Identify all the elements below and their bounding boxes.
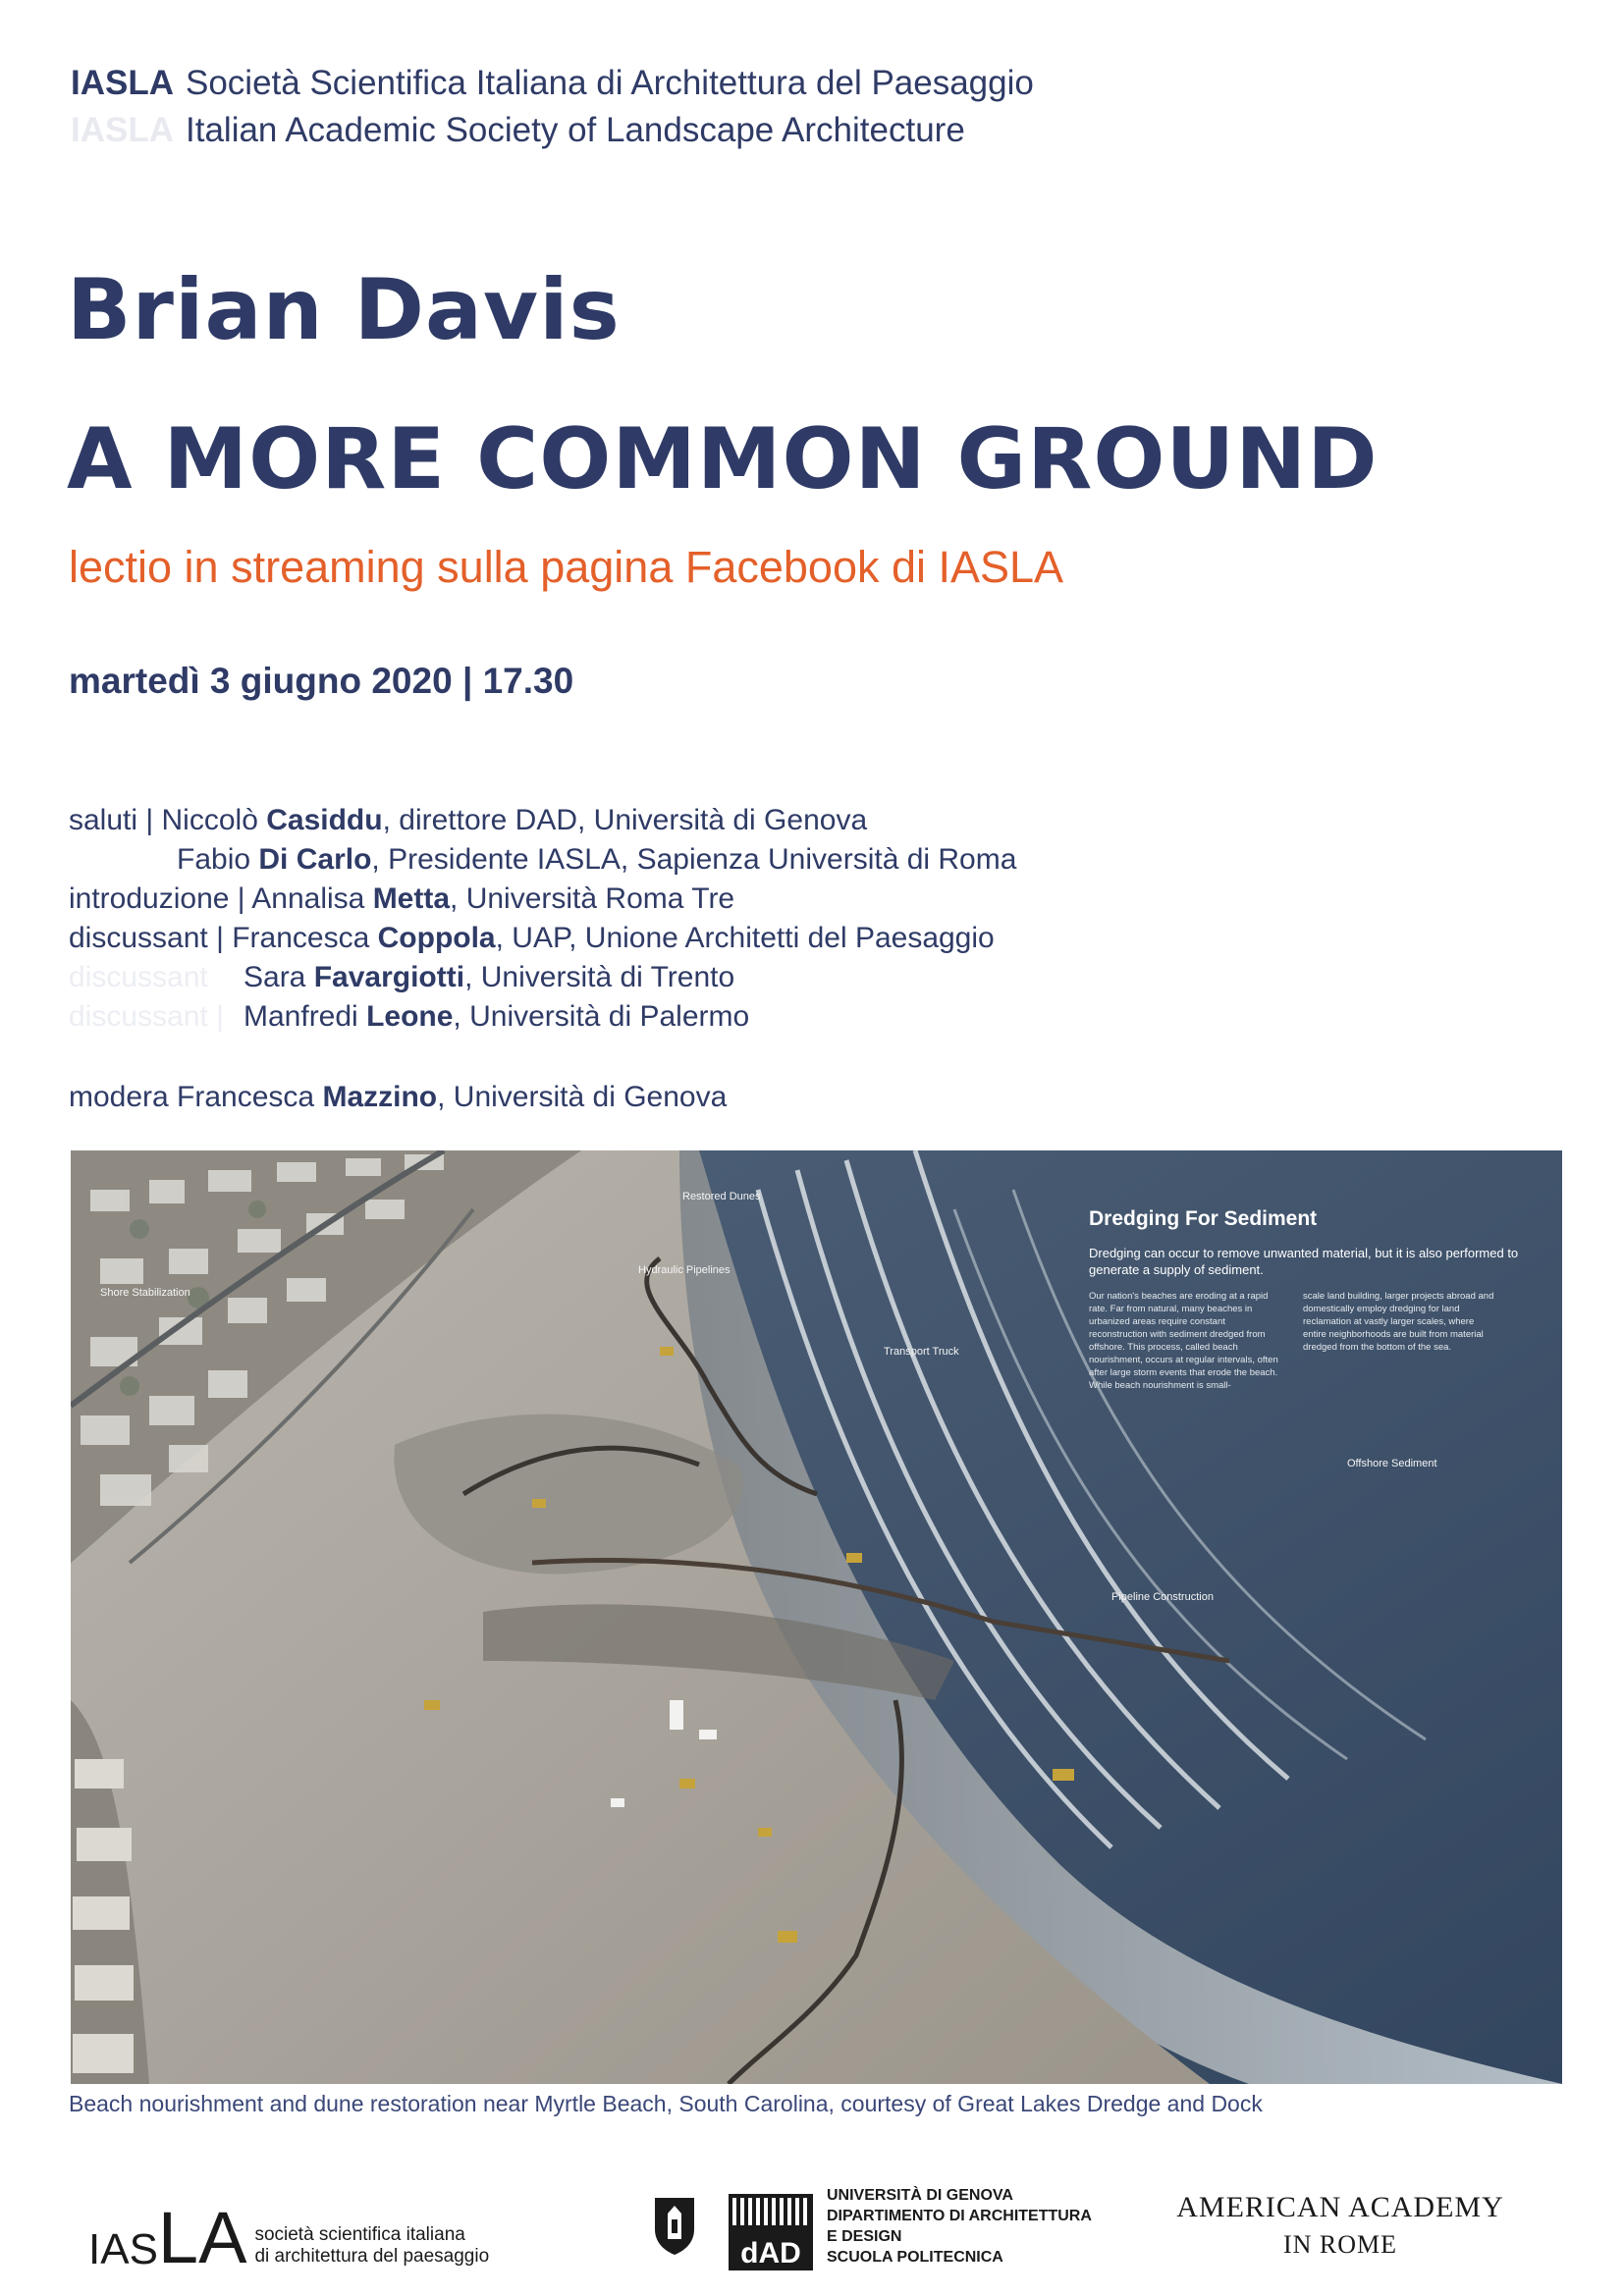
program-affil: , Università di Palermo bbox=[453, 1000, 750, 1033]
program-role: discussant | bbox=[69, 922, 224, 954]
header-line-it bbox=[71, 64, 1034, 103]
header-line-en bbox=[71, 111, 965, 150]
panel-col-1: Our nation's beaches are eroding at a rapid rate. Far from natural, many beaches in urbanized areas require constant reconstruction with sediment dredged from offshore. This process, called beach nourishment, occurs at regular intervals, often after large storm events that erode the beach. While beach nourishment is small- bbox=[1089, 1291, 1278, 1391]
speaker-name: Brian Davis bbox=[67, 261, 621, 359]
aar-line-1: AMERICAN ACADEMY bbox=[1176, 2191, 1504, 2223]
program-first: Francesca bbox=[232, 922, 370, 954]
unige-line-3: E DESIGN bbox=[827, 2228, 902, 2245]
unige-crest bbox=[652, 2194, 697, 2262]
label-shore-stabilization: Shore Stabilization bbox=[100, 1287, 190, 1299]
header-org-abbr-ghost: IASLA bbox=[71, 111, 174, 149]
panel-col-2: scale land building, larger projects abroad and domestically employ dredging for land reclamation at vastly larger scales, where entire neighborhoods are built from material dredged from the bottom of the sea. bbox=[1303, 1291, 1494, 1353]
dad-logo-mark: dAD bbox=[740, 2237, 801, 2269]
lecture-title: A MORE COMMON GROUND bbox=[67, 410, 1379, 508]
panel-title: Dredging For Sediment bbox=[1089, 1207, 1318, 1230]
moderator-affil: , Università di Genova bbox=[437, 1081, 728, 1113]
program-first: Manfredi bbox=[244, 1000, 358, 1033]
panel-lead: Dredging can occur to remove unwanted material, but it is also performed to generate a supply of sediment. bbox=[1089, 1246, 1519, 1277]
event-date: martedì 3 giugno 2020 | 17.30 bbox=[69, 661, 574, 701]
program-row bbox=[69, 880, 734, 919]
program-affil: , Presidente IASLA, Sapienza Università di Roma bbox=[371, 843, 1017, 876]
label-restored-dunes: Restored Dunes bbox=[682, 1191, 761, 1202]
iasla-logo-line-1: società scientifica italiana bbox=[254, 2224, 465, 2245]
program-role-ghost: discussant | bbox=[69, 1000, 224, 1033]
program-row bbox=[69, 958, 734, 997]
program-first: Sara bbox=[244, 961, 306, 993]
moderator-last: Mazzino bbox=[322, 1081, 438, 1113]
header-name-it: Società Scientifica Italiana di Architettura del Paesaggio bbox=[186, 64, 1034, 102]
label-offshore-sediment: Offshore Sediment bbox=[1347, 1458, 1437, 1469]
american-academy-logo bbox=[1159, 2191, 1522, 2260]
aar-line-2: IN ROME bbox=[1282, 2230, 1398, 2259]
program-affil: , direttore DAD, Università di Genova bbox=[382, 804, 868, 836]
program-last: Metta bbox=[372, 882, 451, 915]
header-name-en: Italian Academic Society of Landscape Architecture bbox=[186, 111, 965, 149]
program-first: Annalisa bbox=[251, 882, 365, 915]
program-affil: , Università Roma Tre bbox=[450, 882, 735, 915]
label-transport-truck: Transport Truck bbox=[884, 1346, 959, 1358]
moderator-prefix: modera Francesca bbox=[69, 1081, 315, 1113]
program-last: Coppola bbox=[377, 922, 496, 954]
program-role: introduzione | bbox=[69, 882, 245, 915]
streaming-subtitle: lectio in streaming sulla pagina Facebook di IASLA bbox=[69, 542, 1064, 592]
program-last: Casiddu bbox=[266, 804, 383, 836]
program-role-ghost: discussant bbox=[69, 961, 208, 993]
program-last: Favargiotti bbox=[313, 961, 465, 993]
program-last: Leone bbox=[366, 1000, 454, 1033]
photo-caption: Beach nourishment and dune restoration near Myrtle Beach, South Carolina, courtesy of Great Lakes Dredge and Dock bbox=[69, 2091, 1263, 2116]
program-affil: , UAP, Unione Architetti del Paesaggio bbox=[495, 922, 995, 954]
program-row bbox=[69, 997, 749, 1037]
unige-line-2: DIPARTIMENTO DI ARCHITETTURA bbox=[827, 2208, 1092, 2224]
iasla-logo-mark-b: LA bbox=[157, 2197, 247, 2278]
unige-text bbox=[827, 2185, 1092, 2268]
program-last: Di Carlo bbox=[258, 843, 372, 876]
header-org-abbr: IASLA bbox=[71, 64, 174, 102]
program-affil: , Università di Trento bbox=[464, 961, 735, 993]
aerial-beach-photo bbox=[71, 1150, 1562, 2084]
program-row bbox=[177, 840, 1016, 880]
unige-line-1: UNIVERSITÀ DI GENOVA bbox=[827, 2187, 1013, 2204]
program-first: Niccolò bbox=[161, 804, 258, 836]
program-role: saluti | bbox=[69, 804, 154, 836]
dredging-info-panel bbox=[1089, 1207, 1521, 1392]
label-pipeline-construction: Pipeline Construction bbox=[1111, 1591, 1214, 1603]
dad-logo bbox=[729, 2194, 813, 2275]
label-hydraulic-pipelines: Hydraulic Pipelines bbox=[638, 1264, 731, 1276]
program-row bbox=[69, 801, 867, 840]
iasla-logo bbox=[88, 2185, 490, 2278]
program-row bbox=[69, 919, 995, 958]
iasla-logo-mark-a: IAS bbox=[88, 2225, 158, 2273]
iasla-logo-line-2: di architettura del paesaggio bbox=[254, 2246, 490, 2267]
unige-line-4: SCUOLA POLITECNICA bbox=[827, 2249, 1003, 2266]
moderator-line bbox=[69, 1078, 727, 1117]
program-first: Fabio bbox=[177, 843, 251, 876]
